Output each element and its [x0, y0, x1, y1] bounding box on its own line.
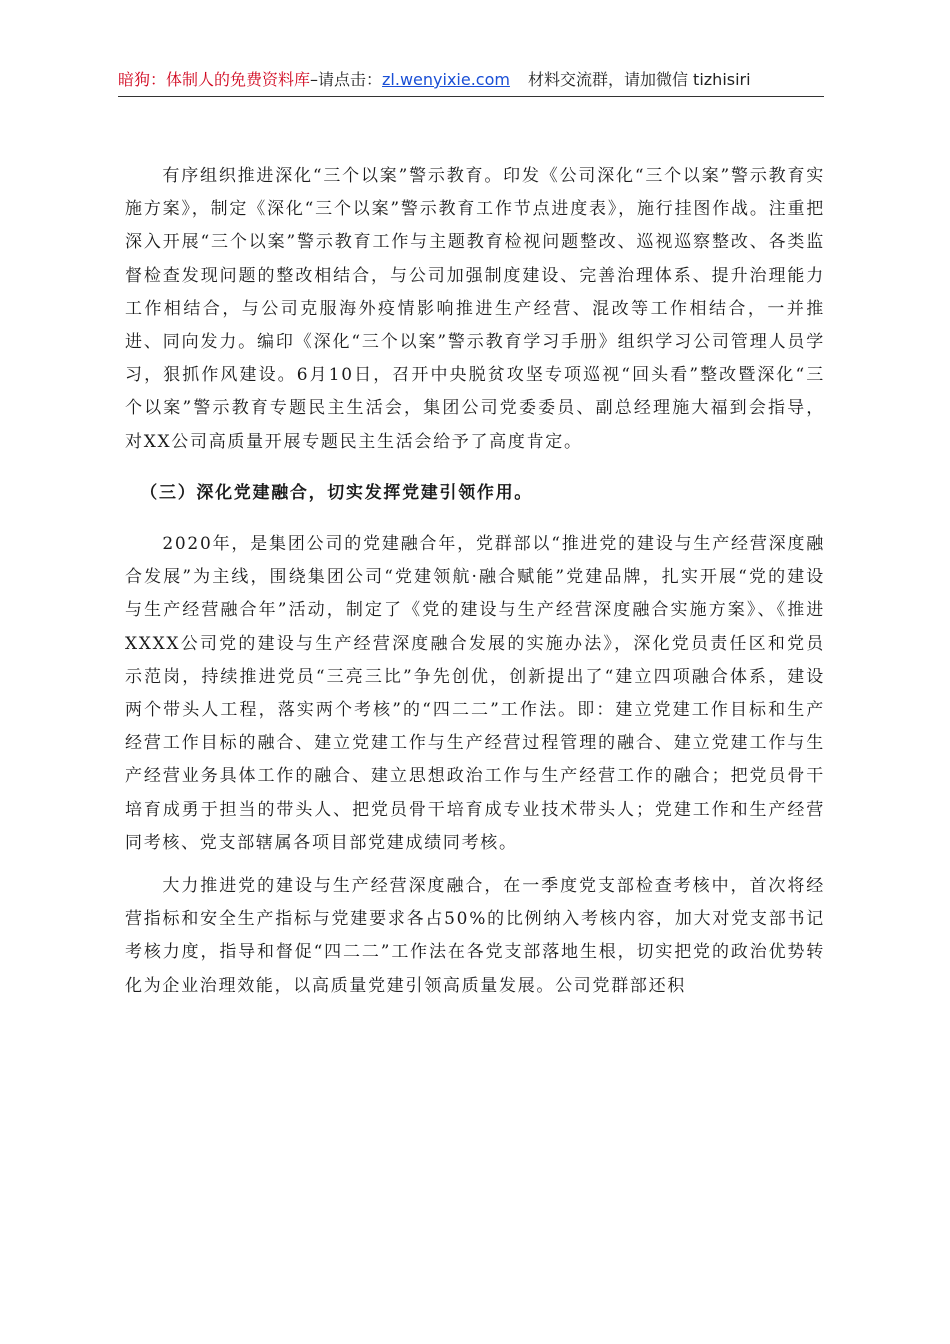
page-header [118, 68, 824, 92]
section-heading: （三）深化党建融合，切实发挥党建引领作用。 [140, 482, 533, 503]
site-brand: 暗狗：体制人的免费资料库 [118, 70, 311, 89]
document-body [125, 160, 825, 1013]
header-divider [118, 96, 824, 97]
contact-note: 材料交流群，请加微信 tizhisiri [527, 70, 751, 89]
site-link[interactable]: zl.wenyixie.com [382, 70, 510, 89]
body-paragraph: 大力推进党的建设与生产经营深度融合，在一季度党支部检查考核中，首次将经营指标和安全生产指标与党建要求各占50%的比例纳入考核内容，加大对党支部书记考核力度，指导和督促“四二二”工作法在各党支部落地生根，切实把党的政治优势转化为企业治理效能，以高质量党建引领高质量发展。公司党群部还积 [125, 876, 825, 996]
body-paragraph: 有序组织推进深化“三个以案”警示教育。印发《公司深化“三个以案”警示教育实施方案》，制定《深化“三个以案”警示教育工作节点进度表》，施行挂图作战。注重把深入开展“三个以案”警示教育工作与主题教育检视问题整改、巡视巡察整改、各类监督检查发现问题的整改相结合，与公司加强制度建设、完善治理体系、提升治理能力工作相结合，与公司克服海外疫情影响推进生产经营、混改等工作相结合，一并推进、同向发力。编印《深化“三个以案”警示教育学习手册》组织学习公司管理人员学习，狠抓作风建设。6月10日，召开中央脱贫攻坚专项巡视“回头看”整改暨深化“三个以案”警示教育专题民主生活会，集团公司党委委员、副总经理施大福到会指导，对XX公司高质量开展专题民主生活会给予了高度肯定。 [125, 166, 825, 452]
link-prompt: –请点击： [310, 70, 383, 89]
body-paragraph: 2020年，是集团公司的党建融合年，党群部以“推进党的建设与生产经营深度融合发展”为主线，围绕集团公司“党建领航·融合赋能”党建品牌，扎实开展“党的建设与生产经营融合年”活动，制定了《党的建设与生产经营深度融合实施方案》、《推进XXXX公司党的建设与生产经营深度融合发展的实施办法》，深化党员责任区和党员示范岗，持续推进党员“三亮三比”争先创优，创新提出了“建立四项融合体系，建设两个带头人工程，落实两个考核”的“四二二”工作法。即：建立党建工作目标和生产经营工作目标的融合、建立党建工作与生产经营过程管理的融合、建立党建工作与生产经营业务具体工作的融合、建立思想政治工作与生产经营工作的融合；把党员骨干培育成勇于担当的带头人、把党员骨干培育成专业技术带头人；党建工作和生产经营同考核、党支部辖属各项目部党建成绩同考核。 [125, 534, 825, 853]
